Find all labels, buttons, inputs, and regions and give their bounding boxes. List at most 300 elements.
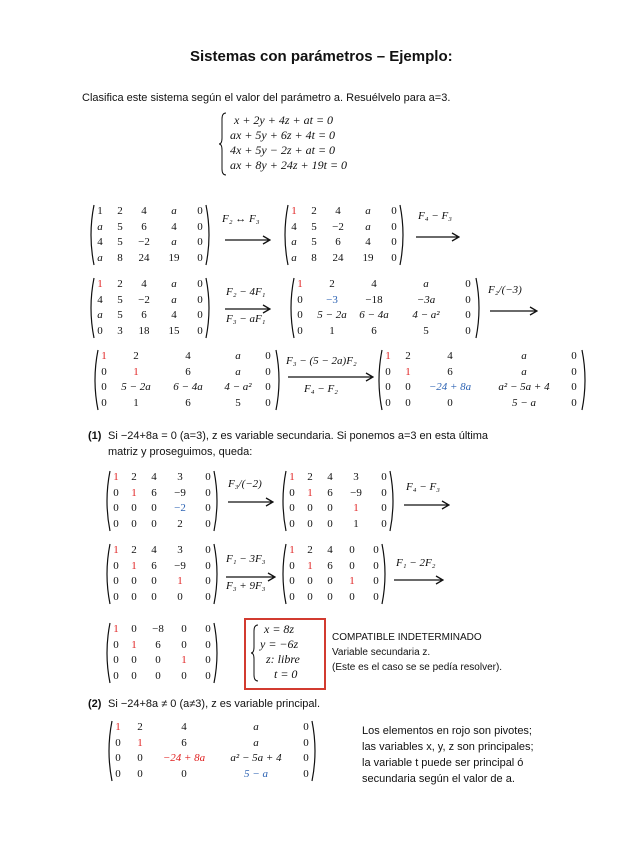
matrix-cell: 0 <box>115 736 121 749</box>
matrix-cell: 1 <box>113 544 119 556</box>
op-f2-4f1: F₂ − 4F₁ <box>226 286 266 298</box>
left-paren <box>107 544 110 604</box>
solution-box <box>244 618 326 690</box>
intro-text: Clasifica este sistema según el valor del parámetro a. Resuélvelo para a=3. <box>82 92 451 104</box>
matrix-cell: 2 <box>137 721 143 733</box>
note-3: la variable t puede ser principal ó <box>362 757 524 769</box>
left-paren <box>107 623 110 683</box>
matrix-cell: 0 <box>465 293 471 306</box>
matrix-cell: 24 <box>138 251 150 264</box>
matrix-cell: 6 − 4a <box>173 381 203 393</box>
matrix-cell: 2 <box>307 544 313 556</box>
matrix-cell: 2 <box>177 517 183 530</box>
matrix-cell: 6 <box>151 486 157 499</box>
matrix-cell: 0 <box>155 654 161 666</box>
matrix-cell: 3 <box>353 471 359 483</box>
matrix-cell: 6 <box>327 559 333 572</box>
matrix-cell: a <box>235 350 241 362</box>
matrix-cell: 0 <box>131 575 137 587</box>
matrix-cell: 0 <box>205 654 211 666</box>
arrow-icon <box>490 306 538 316</box>
matrix-cell: 1 <box>115 721 121 733</box>
matrix-parentheses <box>282 204 406 266</box>
op-f2-div: F₂/(−3) <box>488 284 522 296</box>
matrix-cell: 2 <box>329 278 335 290</box>
matrix-cell: a <box>521 365 527 378</box>
matrix-cell: 6 <box>141 309 147 321</box>
matrix-cell: 1 <box>113 471 119 483</box>
matrix-cell: 5 − a <box>512 396 536 409</box>
matrix-cell: 6 <box>181 736 187 749</box>
matrix-cell: −9 <box>350 486 362 499</box>
matrix-cell: 0 <box>137 767 143 780</box>
matrix-cell: 1 <box>297 278 303 290</box>
matrix-cell: 0 <box>381 517 387 530</box>
classification-2: Variable secundaria z. <box>332 647 431 658</box>
matrix-cell: 0 <box>197 205 203 217</box>
right-paren <box>214 471 217 531</box>
matrix-cell: 1 <box>349 575 355 587</box>
case1-line2: matriz y proseguimos, queda: <box>108 446 253 458</box>
matrix-cell: 0 <box>205 471 211 483</box>
left-paren <box>95 350 98 410</box>
matrix-5 <box>92 349 282 411</box>
solution-t: t = 0 <box>274 667 298 681</box>
matrix-cell: 0 <box>151 502 157 514</box>
matrix-cell: 0 <box>289 486 295 499</box>
arrow-1 <box>225 232 271 242</box>
equation-4: ax + 8y + 24z + 19t = 0 <box>230 158 348 172</box>
matrix-cell: 0 <box>155 669 161 682</box>
op-f4-f3: F₄ − F₃ <box>418 210 453 222</box>
solution-y: y = −6z <box>260 637 299 651</box>
matrix-cell: 0 <box>265 350 271 362</box>
matrix-9 <box>104 543 220 605</box>
right-paren <box>382 544 385 604</box>
matrix-parentheses <box>288 277 482 339</box>
matrix-cell: a <box>97 309 103 321</box>
matrix-cell: 2 <box>405 350 411 362</box>
matrix-cell: −2 <box>138 293 150 306</box>
matrix-cell: 4 <box>327 544 333 556</box>
matrix-cell: 2 <box>131 471 137 483</box>
matrix-cell: 0 <box>265 365 271 378</box>
arrow-8 <box>226 569 276 579</box>
matrix-cell: −3 <box>326 293 338 306</box>
matrix-cell: 0 <box>197 309 203 321</box>
matrix-cell: 4 <box>181 721 187 733</box>
matrix-cell: 0 <box>205 669 211 682</box>
matrix-cell: a <box>291 236 297 248</box>
matrix-cell: 0 <box>205 590 211 603</box>
matrix-cell: 4 <box>185 350 191 362</box>
equation-1: x + 2y + 4z + at = 0 <box>234 113 334 127</box>
op-f3-9f3: F₃ + 9F₃ <box>226 580 266 592</box>
matrix-cell: 0 <box>405 381 411 393</box>
arrow-7 <box>404 497 450 507</box>
matrix-cell: −2 <box>174 502 186 514</box>
matrix-cell: 0 <box>101 396 107 409</box>
arrow-icon <box>225 235 271 245</box>
matrix-cell: 6 <box>447 365 453 378</box>
matrix-cell: 0 <box>391 236 397 248</box>
matrix-cell: 0 <box>465 324 471 337</box>
matrix-cell: 5 <box>117 236 123 248</box>
matrix-cell: 0 <box>205 575 211 587</box>
matrix-cell: 0 <box>465 278 471 290</box>
matrix-cell: 0 <box>303 752 309 764</box>
matrix-cell: 5 <box>423 324 429 337</box>
matrix-cell: 4 <box>327 471 333 483</box>
matrix-cell: 8 <box>311 251 317 264</box>
solution-x: x = 8z <box>264 622 295 636</box>
matrix-cell: 0 <box>113 590 119 603</box>
right-paren <box>276 350 279 410</box>
left-paren <box>91 278 94 338</box>
case1-label: (1) <box>88 430 102 442</box>
matrix-cell: 1 <box>353 502 359 514</box>
matrix-cell: 0 <box>205 623 211 635</box>
matrix-cell: 0 <box>307 590 313 603</box>
matrix-cell: 4 <box>291 220 297 233</box>
matrix-cell: 0 <box>131 669 137 682</box>
right-paren <box>400 205 403 265</box>
matrix-2 <box>282 204 406 266</box>
matrix-cell: −2 <box>332 220 344 233</box>
matrix-cell: 0 <box>131 623 137 635</box>
matrix-cell: 6 <box>371 324 377 337</box>
matrix-cell: 0 <box>307 575 313 587</box>
matrix-cell: 0 <box>303 767 309 780</box>
matrix-cell: 0 <box>373 590 379 603</box>
arrow-icon <box>228 497 274 507</box>
matrix-cell: 5 − a <box>244 767 268 780</box>
matrix-cell: 0 <box>391 205 397 217</box>
matrix-cell: 3 <box>177 471 183 483</box>
matrix-cell: a <box>171 293 177 306</box>
matrix-cell: 0 <box>197 251 203 264</box>
matrix-cell: 0 <box>131 502 137 514</box>
matrix-cell: 0 <box>297 309 303 321</box>
matrix-cell: 0 <box>115 767 121 780</box>
matrix-cell: 1 <box>131 638 137 651</box>
matrix-cell: 24 <box>332 251 344 264</box>
op-f3-af1: F₃ − aF₁ <box>226 313 266 325</box>
matrix-cell: 0 <box>197 293 203 306</box>
matrix-cell: −9 <box>174 559 186 572</box>
matrix-cell: 1 <box>307 559 313 572</box>
matrix-cell: a <box>235 365 241 378</box>
matrix-cell: 1 <box>133 396 139 409</box>
matrix-cell: 1 <box>101 350 107 362</box>
right-paren <box>312 721 315 781</box>
matrix-cell: 1 <box>289 471 295 483</box>
matrix-cell: 0 <box>465 309 471 321</box>
matrix-cell: 0 <box>297 293 303 306</box>
left-paren <box>109 721 112 781</box>
matrix-cell: a <box>521 350 527 362</box>
matrix-cell: −8 <box>152 623 164 635</box>
matrix-cell: 0 <box>373 559 379 572</box>
matrix-cell: 4 <box>141 205 147 217</box>
matrix-cell: a <box>253 721 259 733</box>
arrow-icon <box>288 372 374 382</box>
matrix-cell: 1 <box>177 575 183 587</box>
matrix-cell: 1 <box>97 205 103 217</box>
matrix-cell: 0 <box>177 590 183 603</box>
matrix-cell: 0 <box>205 638 211 651</box>
matrix-cell: 4 − a² <box>224 381 252 393</box>
matrix-cell: 18 <box>138 324 150 337</box>
matrix-cell: 5 <box>311 236 317 248</box>
matrix-cell: 1 <box>131 559 137 572</box>
system-brace <box>218 111 228 177</box>
left-paren <box>107 471 110 531</box>
matrix-cell: 0 <box>327 590 333 603</box>
matrix-cell: a <box>365 220 371 233</box>
matrix-10 <box>280 543 388 605</box>
case2-label: (2) <box>88 698 102 710</box>
right-paren <box>476 278 479 338</box>
matrix-cell: 6 <box>185 396 191 409</box>
right-paren <box>206 205 209 265</box>
matrix-cell: 0 <box>113 517 119 530</box>
arrow-6 <box>228 494 274 504</box>
matrix-cell: a <box>253 736 259 749</box>
op-f4-f3-b: F₄ − F₃ <box>406 481 441 493</box>
matrix-cell: 4 <box>171 309 177 321</box>
matrix-cell: 2 <box>117 205 123 217</box>
matrix-cell: a <box>97 220 103 233</box>
matrix-cell: 0 <box>571 396 577 409</box>
matrix-cell: 0 <box>205 502 211 514</box>
matrix-cell: 6 <box>141 220 147 233</box>
matrix-cell: a <box>171 236 177 248</box>
op-f4-f2: F₄ − F₂ <box>304 383 339 395</box>
matrix-cell: 15 <box>168 324 180 337</box>
matrix-cell: a <box>423 278 429 290</box>
op-f1-3f3: F₁ − 3F₃ <box>226 553 266 565</box>
matrix-cell: 0 <box>205 544 211 556</box>
matrix-cell: 0 <box>113 669 119 682</box>
matrix-cell: 3 <box>117 324 123 337</box>
matrix-parentheses <box>88 277 212 339</box>
solution-brace <box>250 623 260 683</box>
matrix-cell: 0 <box>571 350 577 362</box>
matrix-cell: 5 <box>117 220 123 233</box>
matrix-cell: 0 <box>197 278 203 290</box>
matrix-cell: 6 <box>327 486 333 499</box>
matrix-cell: a <box>365 205 371 217</box>
matrix-cell: 0 <box>571 365 577 378</box>
left-paren <box>283 544 286 604</box>
matrix-cell: 0 <box>303 736 309 749</box>
matrix-cell: 5 − 2a <box>121 381 151 393</box>
arrow-4 <box>490 303 538 313</box>
arrow-icon <box>416 232 460 242</box>
matrix-cell: 4 <box>151 544 157 556</box>
matrix-cell: 0 <box>373 575 379 587</box>
matrix-cell: 0 <box>385 381 391 393</box>
op-f1-2f2: F₁ − 2F₂ <box>396 557 436 569</box>
matrix-cell: 0 <box>349 544 355 556</box>
matrix-cell: a <box>291 251 297 264</box>
arrow-icon <box>404 500 450 510</box>
matrix-cell: 0 <box>113 486 119 499</box>
matrix-cell: 2 <box>307 471 313 483</box>
matrix-4 <box>288 277 482 339</box>
matrix-cell: 4 <box>365 236 371 248</box>
matrix-cell: 0 <box>197 236 203 248</box>
matrix-cell: 0 <box>115 752 121 764</box>
matrix-cell: 0 <box>385 365 391 378</box>
matrix-cell: 1 <box>97 278 103 290</box>
matrix-cell: 1 <box>137 736 143 749</box>
matrix-1 <box>88 204 212 266</box>
matrix-cell: 0 <box>327 502 333 514</box>
matrix-cell: a <box>171 278 177 290</box>
matrix-cell: 0 <box>307 502 313 514</box>
note-1: Los elementos en rojo son pivotes; <box>362 725 532 737</box>
matrix-cell: 0 <box>205 559 211 572</box>
arrow-3 <box>225 301 271 311</box>
matrix-cell: 8 <box>117 251 123 264</box>
matrix-3 <box>88 277 212 339</box>
matrix-cell: 0 <box>307 517 313 530</box>
matrix-cell: 1 <box>181 654 187 666</box>
matrix-cell: 0 <box>391 220 397 233</box>
matrix-cell: −3a <box>416 293 436 306</box>
matrix-cell: 4 <box>151 471 157 483</box>
matrix-cell: 0 <box>151 590 157 603</box>
right-paren <box>206 278 209 338</box>
matrix-cell: 0 <box>571 381 577 393</box>
matrix-cell: a² − 5a + 4 <box>230 752 282 764</box>
matrix-cell: 1 <box>131 486 137 499</box>
matrix-cell: 5 − 2a <box>317 309 347 321</box>
matrix-cell: 2 <box>131 544 137 556</box>
matrix-cell: 0 <box>137 752 143 764</box>
left-paren <box>285 205 288 265</box>
matrix-cell: 0 <box>113 502 119 514</box>
matrix-cell: 1 <box>307 486 313 499</box>
matrix-cell: 6 <box>155 638 161 651</box>
matrix-cell: 0 <box>181 623 187 635</box>
matrix-cell: 0 <box>289 559 295 572</box>
matrix-cell: 1 <box>353 517 359 530</box>
matrix-cell: 0 <box>381 471 387 483</box>
matrix-cell: 1 <box>385 350 391 362</box>
matrix-parentheses <box>88 204 212 266</box>
arrow-5 <box>288 369 374 379</box>
matrix-cell: 0 <box>297 324 303 337</box>
matrix-cell: 19 <box>362 251 374 264</box>
matrix-cell: 4 <box>171 220 177 233</box>
matrix-cell: 6 <box>335 236 341 248</box>
equation-2: ax + 5y + 6z + 4t = 0 <box>230 128 336 142</box>
left-paren <box>283 471 286 531</box>
matrix-cell: a <box>171 205 177 217</box>
matrix-cell: 0 <box>405 396 411 409</box>
matrix-cell: 0 <box>131 654 137 666</box>
op-f3-5-2a: F₃ − (5 − 2a)F₂ <box>286 355 357 367</box>
matrix-cell: 1 <box>113 623 119 635</box>
matrix-cell: 1 <box>329 324 335 337</box>
arrow-2 <box>416 229 460 239</box>
right-paren <box>214 623 217 683</box>
solution-z: z: libre <box>266 652 300 666</box>
matrix-cell: 6 <box>185 365 191 378</box>
matrix-cell: 0 <box>151 575 157 587</box>
case2-line1: Si −24+8a ≠ 0 (a≠3), z es variable principal. <box>108 698 321 710</box>
matrix-cell: 0 <box>197 324 203 337</box>
matrix-cell: 5 <box>117 293 123 306</box>
matrix-cell: 0 <box>327 517 333 530</box>
matrix-cell: 4 <box>97 236 103 248</box>
matrix-cell: 0 <box>181 767 187 780</box>
matrix-cell: 0 <box>181 669 187 682</box>
matrix-cell: 2 <box>311 205 317 217</box>
matrix-cell: 0 <box>289 502 295 514</box>
matrix-cell: −24 + 8a <box>428 381 472 393</box>
matrix-cell: 6 − 4a <box>359 309 389 321</box>
matrix-cell: 0 <box>303 721 309 733</box>
matrix-cell: 0 <box>101 365 107 378</box>
left-paren <box>91 205 94 265</box>
matrix-parentheses <box>280 543 388 605</box>
matrix-cell: −9 <box>174 486 186 499</box>
matrix-cell: 0 <box>101 381 107 393</box>
matrix-cell: 6 <box>151 559 157 572</box>
matrix-cell: 0 <box>289 590 295 603</box>
matrix-cell: 1 <box>291 205 297 217</box>
matrix-11 <box>104 622 220 684</box>
left-paren <box>379 350 382 410</box>
matrix-cell: 0 <box>265 381 271 393</box>
page-title: Sistemas con parámetros – Ejemplo: <box>190 48 453 65</box>
arrow-9 <box>394 572 444 582</box>
equation-system <box>218 111 408 177</box>
matrix-cell: 0 <box>381 486 387 499</box>
matrix-8 <box>280 470 396 532</box>
matrix-cell: 0 <box>113 575 119 587</box>
classification-3: (Este es el caso se se pedía resolver). <box>332 662 503 673</box>
matrix-cell: 0 <box>197 220 203 233</box>
matrix-cell: 5 <box>117 309 123 321</box>
matrix-cell: 19 <box>168 251 180 264</box>
matrix-cell: 0 <box>289 517 295 530</box>
matrix-cell: 1 <box>289 544 295 556</box>
matrix-parentheses <box>280 470 396 532</box>
matrix-cell: 0 <box>265 396 271 409</box>
matrix-cell: 3 <box>177 544 183 556</box>
matrix-cell: 0 <box>447 396 453 409</box>
matrix-6 <box>376 349 588 411</box>
right-paren <box>390 471 393 531</box>
case1-line1: Si −24+8a = 0 (a=3), z es variable secundaria. Si ponemos a=3 en esta última <box>108 430 489 442</box>
left-paren <box>291 278 294 338</box>
matrix-cell: 0 <box>373 544 379 556</box>
matrix-cell: 0 <box>181 638 187 651</box>
classification-1: COMPATIBLE INDETERMINADO <box>332 632 482 643</box>
op-f3-div-2: F₃/(−2) <box>228 478 262 490</box>
matrix-cell: 0 <box>131 517 137 530</box>
matrix-cell: 0 <box>113 638 119 651</box>
matrix-cell: 0 <box>113 559 119 572</box>
matrix-cell: 0 <box>151 517 157 530</box>
matrix-cell: 0 <box>385 396 391 409</box>
arrow-icon <box>394 575 444 585</box>
